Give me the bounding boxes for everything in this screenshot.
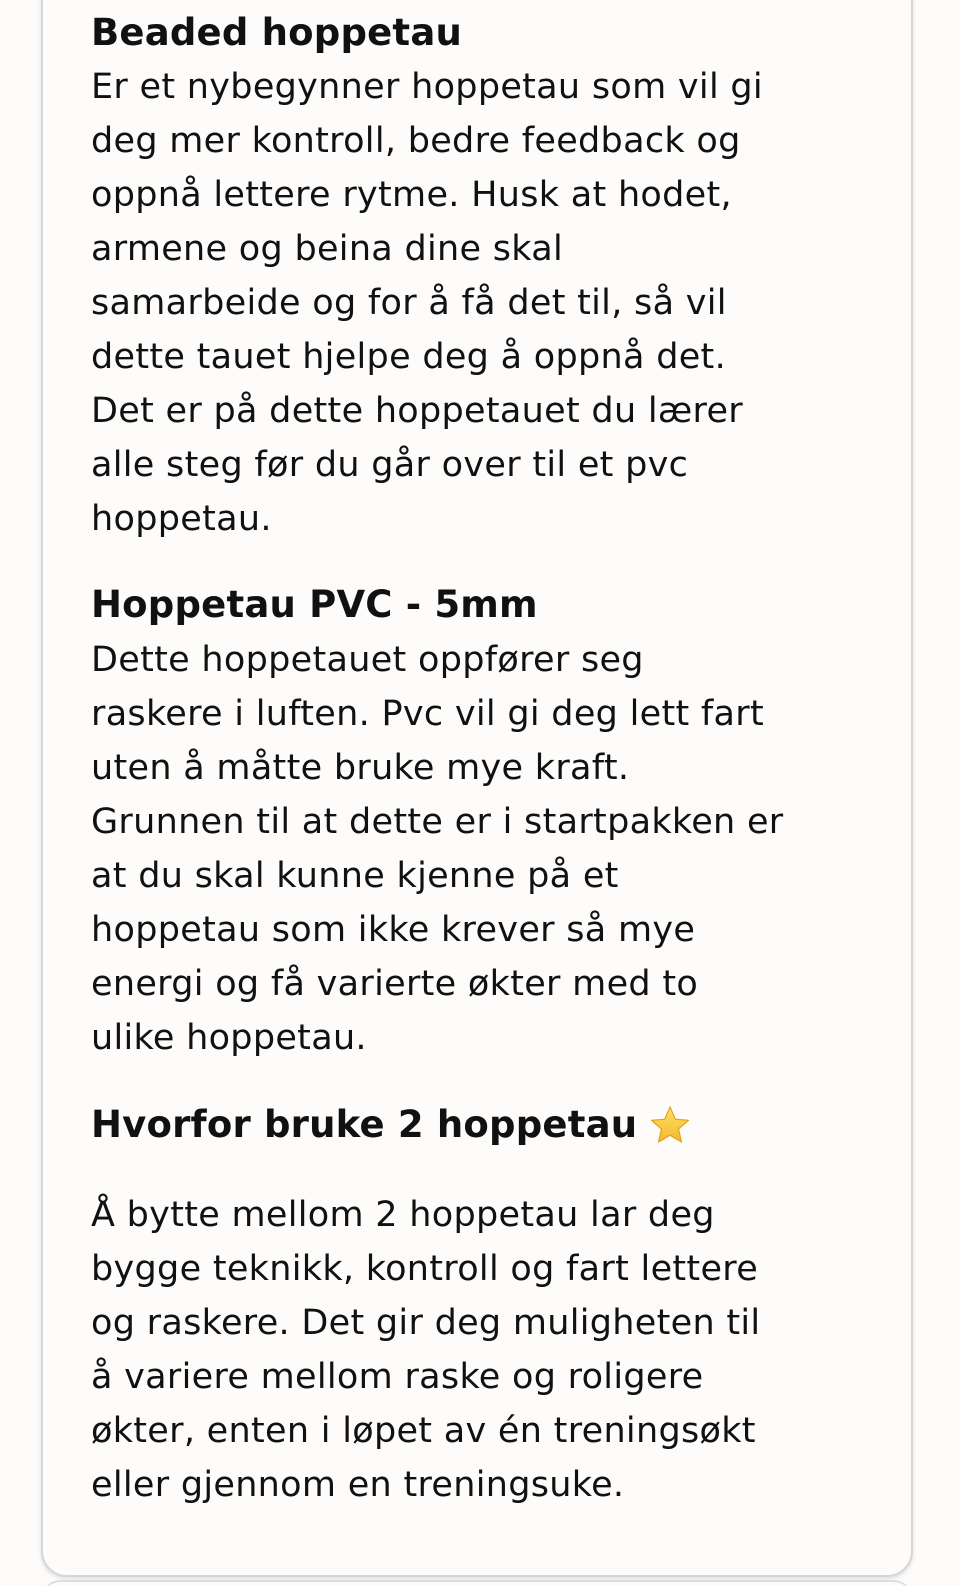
section-heading-pvc-rope: Hoppetau PVC - 5mm — [91, 583, 538, 626]
text-line: alle steg før du går over til et pvc — [91, 445, 689, 485]
text-line: Grunnen til at dette er i startpakken er — [91, 802, 784, 842]
next-card-edge — [41, 1580, 913, 1586]
section-heading-beaded-rope: Beaded hoppetau — [91, 11, 463, 54]
text-line: Å bytte mellom 2 hoppetau lar deg — [91, 1195, 715, 1235]
section-text-why-two-ropes — [91, 1188, 760, 1512]
text-line: å variere mellom raske og roligere — [91, 1357, 704, 1397]
text-line: og raskere. Det gir deg muligheten til — [91, 1303, 761, 1343]
star-icon — [649, 1104, 691, 1146]
section-text-pvc-rope — [91, 633, 783, 1065]
section-text-beaded-rope — [91, 60, 763, 546]
text-line: oppnå lettere rytme. Husk at hodet, — [91, 175, 732, 215]
text-line: Det er på dette hoppetauet du lærer — [91, 391, 743, 431]
text-line: energi og få varierte økter med to — [91, 964, 699, 1004]
text-line: hoppetau som ikke krever så mye — [91, 910, 696, 950]
text-line: armene og beina dine skal — [91, 229, 564, 269]
text-line: at du skal kunne kjenne på et — [91, 856, 619, 896]
text-line: Dette hoppetauet oppfører seg — [91, 640, 644, 680]
text-line: samarbeide og for å få det til, så vil — [91, 283, 727, 323]
section-heading-text: Hvorfor bruke 2 hoppetau — [91, 1103, 638, 1146]
text-line: uten å måtte bruke mye kraft. — [91, 748, 630, 788]
text-line: dette tauet hjelpe deg å oppnå det. — [91, 337, 726, 377]
text-line: deg mer kontroll, bedre feedback og — [91, 121, 741, 161]
text-line: raskere i luften. Pvc vil gi deg lett fart — [91, 694, 765, 734]
text-line: bygge teknikk, kontroll og fart lettere — [91, 1249, 759, 1289]
text-line: økter, enten i løpet av én treningsøkt — [91, 1411, 756, 1451]
text-line: hoppetau. — [91, 499, 272, 539]
text-line: ulike hoppetau. — [91, 1018, 367, 1058]
section-heading-why-two-ropes — [91, 1098, 691, 1152]
text-line: eller gjennom en treningsuke. — [91, 1465, 625, 1505]
text-line: Er et nybegynner hoppetau som vil gi — [91, 67, 763, 107]
